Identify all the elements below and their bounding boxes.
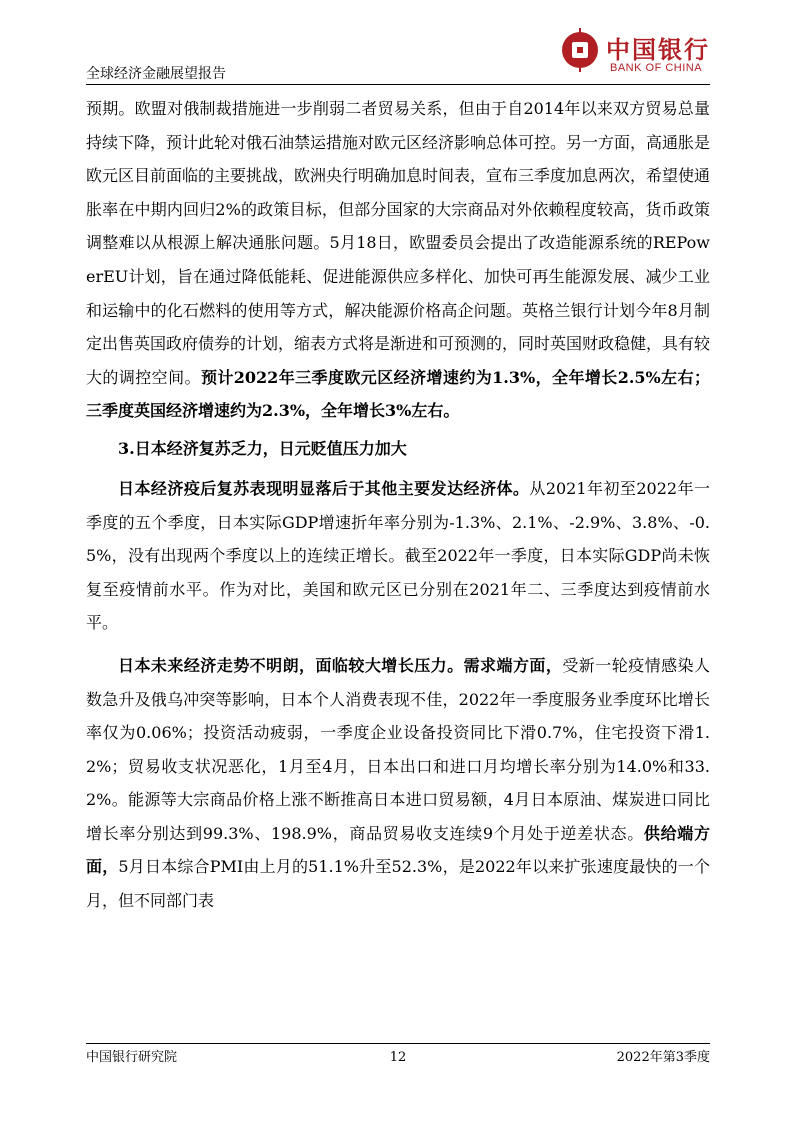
- bank-of-china-logo: [540, 28, 710, 80]
- paragraph-bold-text: 日本经济疫后复苏表现明显落后于其他主要发达经济体。: [118, 478, 530, 498]
- page-header: [86, 28, 710, 84]
- page-number: 12: [389, 1050, 407, 1065]
- page-footer: [86, 1049, 710, 1067]
- paragraph-text: 从2021年初至2022年一季度的五个季度，日本实际GDP增速折年率分别为-1.3%、2.1%、-2.9%、3.8%、-0.5%，没有出现两个季度以上的连续正增长。截至2022年一季度，日本实际GDP尚未恢复至疫情前水平。作为对比，美国和欧元区已分别在2021年二、三季度达到疫情前水平。: [86, 478, 710, 633]
- paragraph-text: 预期。欧盟对俄制裁措施进一步削弱二者贸易关系，但由于自2014年以来双方贸易总量持续下降，预计此轮对俄石油禁运措施对欧元区经济影响总体可控。另一方面，高通胀是欧元区目前面临的主要挑战，欧洲央行明确加息时间表，宣布三季度加息两次，希望使通胀率在中期内回归2%的政策目标，但部分国家的大宗商品对外依赖程度较高，货币政策调整难以从根源上解决通胀问题。5月18日，欧盟委员会提出了改造能源系统的REPowerEU计划，旨在通过降低能耗、促进能源供应多样化、加快可再生能源发展、减少工业和运输中的化石燃料的使用等方式，解决能源价格高企问题。英格兰银行计划今年8月制定出售英国政府债券的计划，缩表方式将是渐进和可预测的，同时英国财政稳健，具有较大的调控空间。: [86, 99, 711, 387]
- logo-chinese-name: 中国银行: [606, 35, 710, 64]
- report-title: 全球经济金融展望报告: [86, 66, 226, 82]
- footer-divider: [86, 1043, 710, 1044]
- document-body: [86, 92, 710, 918]
- paragraph-bold-text: 预计2022年三季度欧元区经济增速约为1.3%，全年增长2.5%左右；三季度英国经济增速约为2.3%，全年增长3%左右。: [86, 367, 710, 421]
- paragraph-japan-recovery: [86, 472, 710, 640]
- footer-institute: 中国银行研究院: [86, 1050, 178, 1065]
- paragraph-text: 5月日本综合PMI由上月的51.1%升至52.3%，是2022年以来扩张速度最快的一个月，但不同部门表: [86, 857, 710, 911]
- logo-english-name: BANK OF CHINA: [610, 62, 703, 74]
- header-divider: [86, 84, 710, 85]
- paragraph-bold-text: 供给端方面，: [86, 823, 710, 877]
- paragraph-bold-text: 日本未来经济走势不明朗，面临较大增长压力。需求端方面，: [118, 655, 563, 675]
- section-heading: 3.日本经济复苏乏力，日元贬值压力加大: [118, 438, 407, 458]
- paragraph-eurozone: [86, 92, 710, 428]
- footer-quarter: 2022年第3季度: [616, 1050, 710, 1065]
- paragraph-text: 受新一轮疫情感染人数急升及俄乌冲突等影响，日本个人消费表现不佳，2022年一季度服务业季度环比增长率仅为0.06%；投资活动疲弱，一季度企业设备投资同比下滑0.7%，住宅投资下滑1.2%；贸易收支状况恶化，1月至4月，日本出口和进口月均增长率分别为14.0%和33.2%。能源等大宗商品价格上涨不断推高日本进口贸易额，4月日本原油、煤炭进口同比增长率分别达到99.3%、198.9%，商品贸易收支连续9个月处于逆差状态。: [86, 655, 710, 843]
- paragraph-japan-outlook: [86, 649, 710, 918]
- bank-of-china-emblem-icon: [562, 32, 598, 68]
